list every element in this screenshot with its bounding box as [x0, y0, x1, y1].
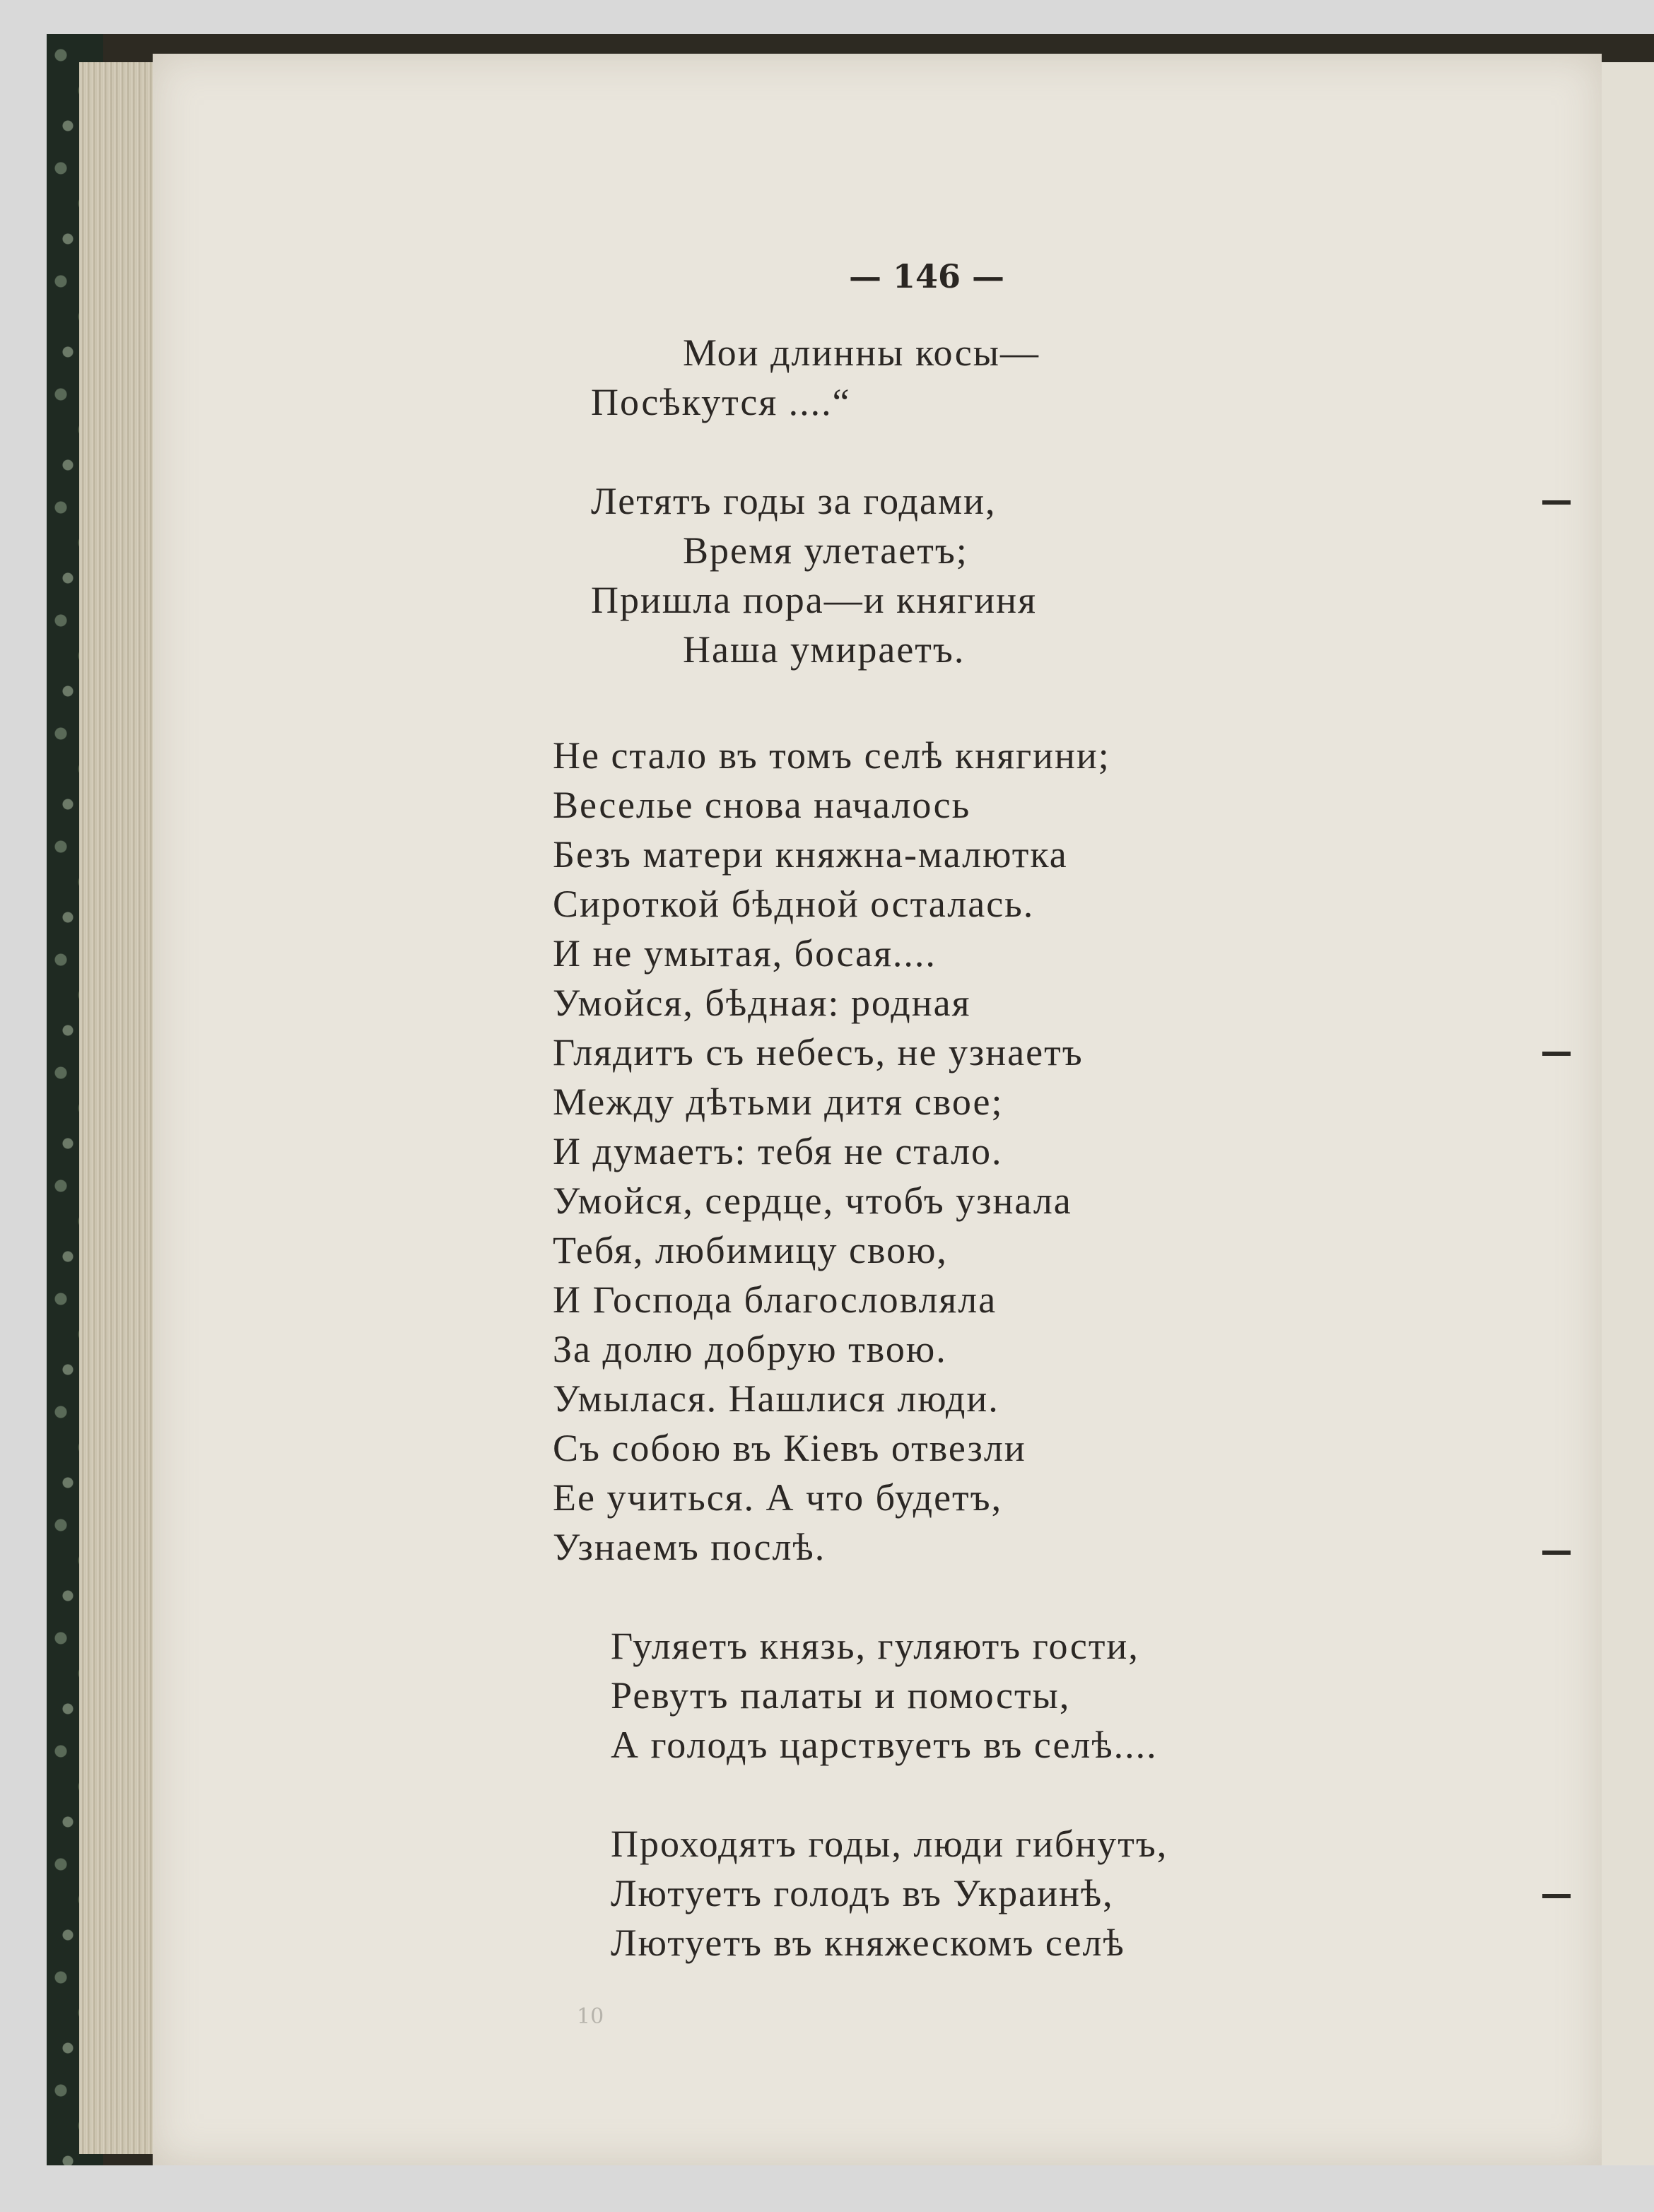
- book-page: [153, 54, 1602, 2165]
- poem-line: Умойся, сердце, чтобъ узнала: [553, 1179, 1072, 1222]
- binding-tick: [1542, 1894, 1571, 1898]
- poem-line: Умойся, бѣдная: родная: [553, 982, 971, 1024]
- poem-line: Посѣкутся ....“: [591, 381, 851, 423]
- binding-tick: [1542, 500, 1571, 505]
- poem-text: [153, 54, 1602, 2165]
- poem-line: Гуляетъ князь, гуляютъ гости,: [611, 1625, 1139, 1667]
- poem-line: Лютуетъ голодъ въ Украинѣ,: [611, 1872, 1114, 1914]
- binding-tick: [1542, 1551, 1571, 1555]
- signature-mark: 10: [577, 2004, 604, 2029]
- poem-line: Узнаемъ послѣ.: [553, 1526, 826, 1568]
- poem-line: Мои длинны косы—: [683, 331, 1040, 374]
- binding-tick: [1542, 1052, 1571, 1056]
- poem-line: Тебя, любимицу свою,: [553, 1229, 948, 1271]
- poem-line: Ревутъ палаты и помосты,: [611, 1674, 1071, 1717]
- poem-line: Сироткой бѣдной осталась.: [553, 883, 1035, 925]
- poem-line: И думаетъ: тебя не стало.: [553, 1130, 1003, 1172]
- poem-line: Веселье снова началось: [553, 784, 971, 826]
- poem-line: И Господа благословляла: [553, 1278, 997, 1321]
- poem-line: За долю добрую твою.: [553, 1328, 947, 1370]
- poem-line: Проходятъ годы, люди гибнутъ,: [611, 1823, 1168, 1865]
- poem-line: Наша умираетъ.: [683, 628, 966, 671]
- poem-line: Ее учиться. А что будетъ,: [553, 1476, 1003, 1519]
- poem-line: Пришла пора—и княгиня: [591, 579, 1037, 621]
- poem-line: Летятъ годы за годами,: [591, 480, 997, 522]
- poem-line: Не стало въ томъ селѣ княгини;: [553, 734, 1110, 777]
- poem-line: Глядитъ съ небесъ, не узнаетъ: [553, 1031, 1084, 1073]
- poem-line: Время улетаетъ;: [683, 529, 968, 572]
- poem-line: Умылася. Нашлися люди.: [553, 1377, 999, 1420]
- poem-line: Между дѣтьми дитя свое;: [553, 1081, 1004, 1123]
- page-number-header: — 146 —: [848, 257, 1005, 295]
- poem-line: Съ собою въ Кіевъ отвезли: [553, 1427, 1026, 1469]
- poem-line: Лютуетъ въ княжескомъ селѣ: [611, 1922, 1125, 1964]
- book-scan: [47, 34, 1654, 2165]
- poem-line: И не умытая, босая....: [553, 932, 937, 975]
- poem-line: А голодъ царствуетъ въ селѣ....: [611, 1724, 1158, 1766]
- poem-line: Безъ матери княжна-малютка: [553, 833, 1068, 876]
